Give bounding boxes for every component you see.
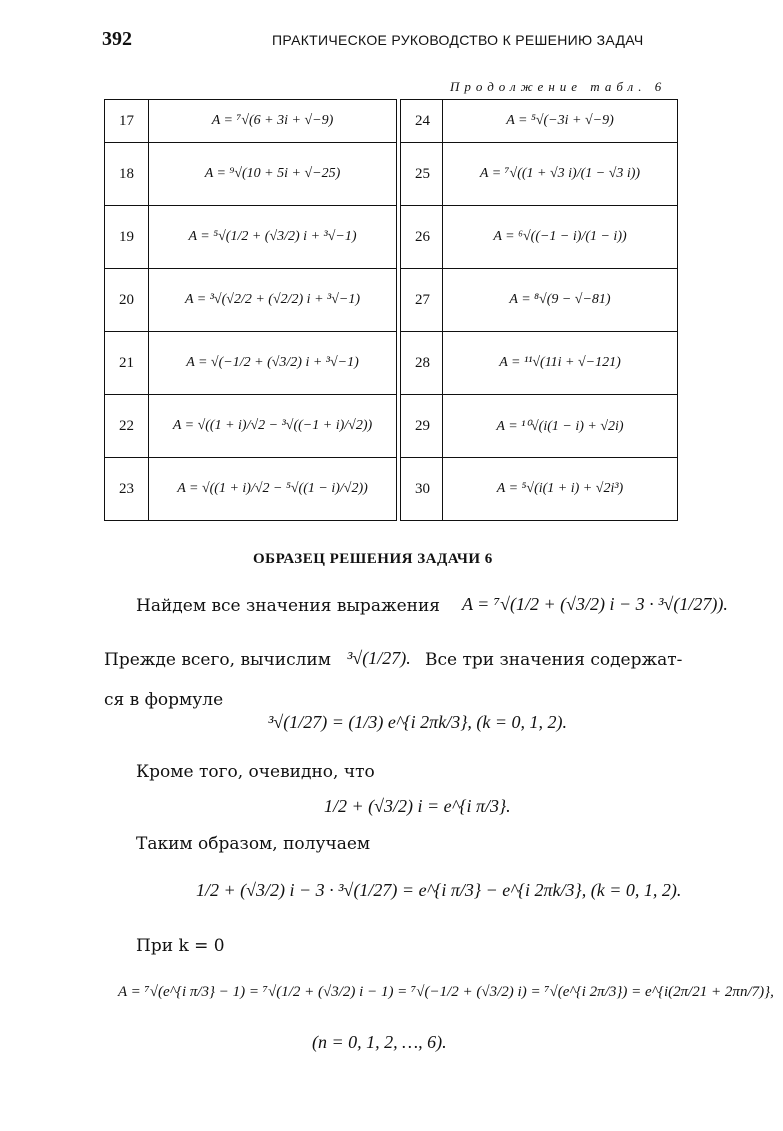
table-row (105, 458, 678, 521)
table-continuation-label: Продолжение табл. 6 (450, 79, 667, 94)
formula-4: A = ⁷√(e^{i π/3} − 1) = ⁷√(1/2 + (√3/2) i − 1) = ⁷√(−1/2 + (√3/2) i) = ⁷√(e^{i 2π/3}) = e^{i(2π/21 + 2πn/7)}, (118, 984, 774, 1000)
variant-number: 26 (401, 206, 443, 269)
table-row (105, 100, 678, 143)
table-row (105, 143, 678, 206)
variant-formula: A = ⁵√(1/2 + (√3/2) i + ³√−1) (149, 206, 397, 269)
table-row (105, 332, 678, 395)
first-root: ³√(1/27). (347, 648, 411, 668)
variant-number: 17 (105, 100, 149, 143)
variant-formula: A = √((1 + i)/√2 − ⁵√((1 − i)/√2)) (149, 458, 397, 521)
formula-intro: ся в формуле (104, 690, 224, 710)
variant-formula: A = ¹¹√(11i + √−121) (443, 332, 678, 395)
variants-table (104, 99, 678, 521)
variant-number: 20 (105, 269, 149, 332)
running-title: ПРАКТИЧЕСКОЕ РУКОВОДСТВО К РЕШЕНИЮ ЗАДАЧ (272, 32, 644, 48)
variant-number: 28 (401, 332, 443, 395)
variant-formula: A = √(−1/2 + (√3/2) i + ³√−1) (149, 332, 397, 395)
obvious-text: Кроме того, очевидно, что (136, 762, 375, 782)
table-row (105, 269, 678, 332)
variant-formula: A = ⁸√(9 − √−81) (443, 269, 678, 332)
variant-formula: A = ³√(√2/2 + (√2/2) i + ³√−1) (149, 269, 397, 332)
formula-1: ³√(1/27) = (1/3) e^{i 2πk/3}, (k = 0, 1, 2). (268, 712, 568, 732)
variant-number: 27 (401, 269, 443, 332)
variant-formula: A = ⁹√(10 + 5i + √−25) (149, 143, 397, 206)
page-number: 392 (102, 28, 132, 50)
k0-text: При k = 0 (136, 936, 225, 956)
formula-3: 1/2 + (√3/2) i − 3 · ³√(1/27) = e^{i π/3} − e^{i 2πk/3}, (k = 0, 1, 2). (196, 880, 682, 900)
first-text: Прежде всего, вычислим (104, 650, 331, 670)
variant-number: 30 (401, 458, 443, 521)
table-row (105, 206, 678, 269)
thus-text: Таким образом, получаем (136, 834, 371, 854)
variant-formula: A = ⁵√(i(1 + i) + √2i³) (443, 458, 678, 521)
variant-formula: A = √((1 + i)/√2 − ³√((−1 + i)/√2)) (149, 395, 397, 458)
variant-formula: A = ¹⁰√(i(1 − i) + √2i) (443, 395, 678, 458)
variant-number: 21 (105, 332, 149, 395)
variant-number: 23 (105, 458, 149, 521)
variant-number: 22 (105, 395, 149, 458)
variant-formula: A = ⁵√(−3i + √−9) (443, 100, 678, 143)
find-formula: A = ⁷√(1/2 + (√3/2) i − 3 · ³√(1/27)). (462, 594, 728, 614)
table-row (105, 395, 678, 458)
variant-number: 24 (401, 100, 443, 143)
variant-number: 18 (105, 143, 149, 206)
section-heading: ОБРАЗЕЦ РЕШЕНИЯ ЗАДАЧИ 6 (253, 551, 493, 567)
variant-formula: A = ⁶√((−1 − i)/(1 − i)) (443, 206, 678, 269)
variant-formula: A = ⁷√(6 + 3i + √−9) (149, 100, 397, 143)
variant-formula: A = ⁷√((1 + √3 i)/(1 − √3 i)) (443, 143, 678, 206)
formula-5: (n = 0, 1, 2, …, 6). (312, 1032, 447, 1052)
variant-number: 25 (401, 143, 443, 206)
first-tail: Все три значения содержат- (425, 650, 683, 670)
variant-number: 19 (105, 206, 149, 269)
variant-number: 29 (401, 395, 443, 458)
find-text: Найдем все значения выражения (136, 596, 441, 616)
formula-2: 1/2 + (√3/2) i = e^{i π/3}. (324, 796, 511, 816)
